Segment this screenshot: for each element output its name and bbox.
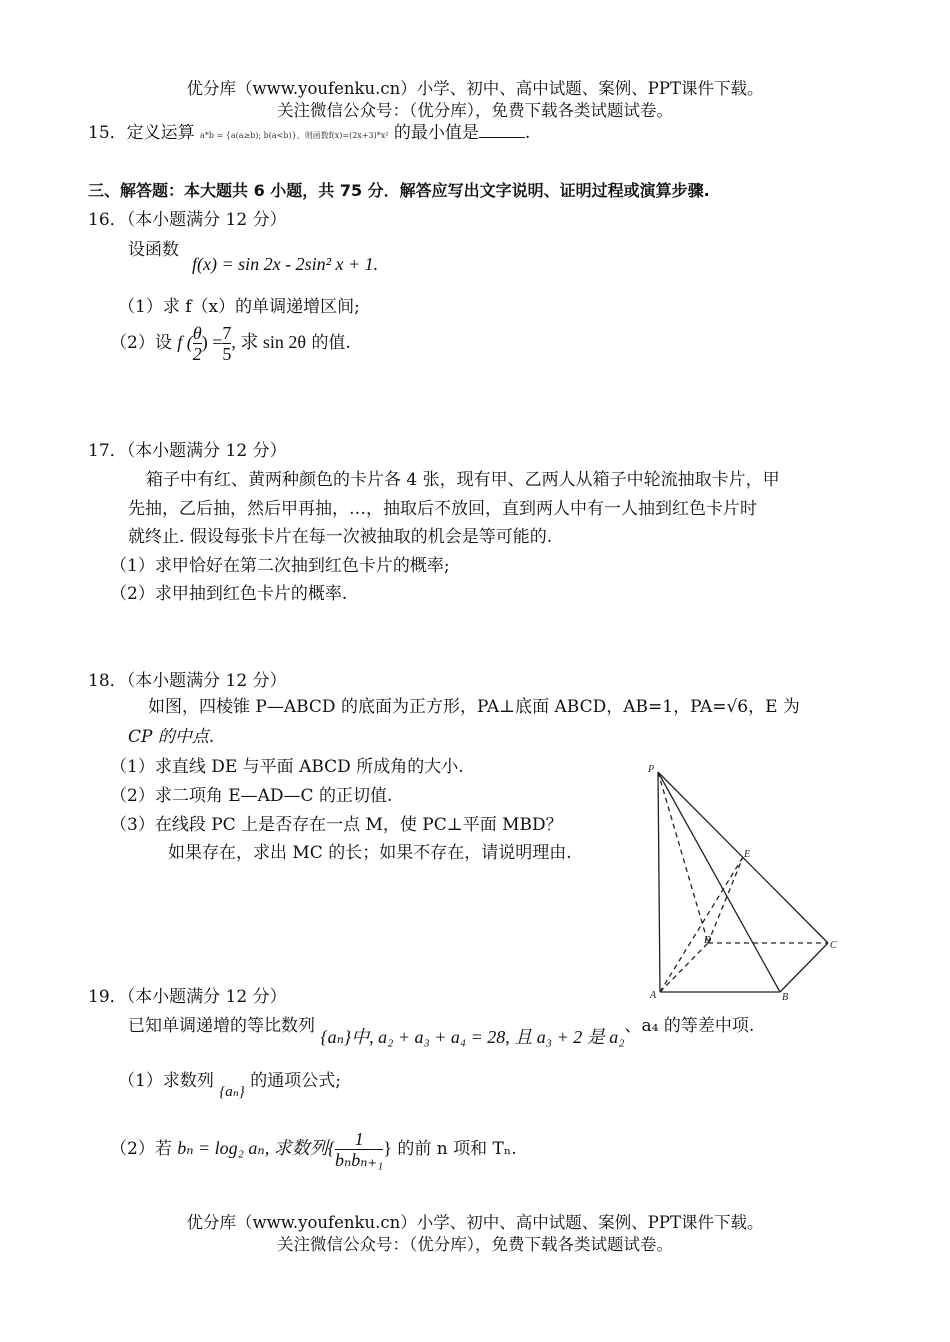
question-15-formula: a*b = {a(a≥b); b(a<b)}，则函数f(x)=(2x+3)*x² [200,131,389,140]
question-19-sequence-condition: {aₙ}中, a₂ + a₃ + a₄ = 28, 且 a₃ + 2 是 a₂ [320,1027,625,1047]
question-19-header [88,984,287,1010]
pyramid-figure [640,760,850,1010]
question-score: （本小题满分 12 分） [126,441,287,461]
question-number: 15． [88,123,127,143]
edge-PB [658,772,780,992]
question-19-line-1: 已知单调递增的等比数列 {aₙ}中, a₂ + a₃ + a₄ = 28, 且 a₃ + 2 是 a₂、a₄ 的等差中项. [128,1016,755,1047]
question-18-line-2: CP 的中点. [128,727,215,747]
question-17-part-1: （1）求甲恰好在第二次抽到红色卡片的概率; [110,556,450,576]
question-number: 19． [88,987,127,1007]
footer-line-2: 关注微信公众号：（优分库），免费下载各类试题试卷。 [277,1235,673,1254]
question-score: （本小题满分 12 分） [126,210,287,230]
question-17-line-3: 就终止. 假设每张卡片在每一次被抽取的机会是等可能的. [128,527,553,547]
question-18-line-1: 如图，四棱锥 P—ABCD 的底面为正方形，PA⊥底面 ABCD，AB=1，PA=√6，E 为 [148,697,800,717]
question-15-suffix: 的最小值是 [393,123,479,143]
theta-over-2-fraction: $\frac{\theta}{2}$ [192,323,202,364]
edge-AD [660,943,708,992]
label-D: D [704,935,712,946]
question-19-part-2: （2）若 bₙ = log₂ aₙ, 求数列{ $\frac{1}{\text{bₙbₙ₊₁}}$ } 的前 n 项和 Tₙ. [110,1129,517,1170]
question-17-line-2: 先抽，乙后抽，然后甲再抽，…，抽取后不放回，直到两人中有一人抽到红色卡片时 [128,499,757,519]
label-E: E [744,849,751,860]
question-17-part-2: （2）求甲抽到红色卡片的概率. [110,584,348,604]
edge-BC [780,943,828,992]
edge-DE [708,857,743,943]
label-C: C [830,940,837,951]
header-line-2: 关注微信公众号：（优分库），免费下载各类试题试卷。 [277,101,673,120]
question-15-prefix: 定义运算 [126,123,195,143]
question-18-part-3b: 如果存在，求出 MC 的长；如果不存在，请说明理由. [168,843,572,863]
label-B: B [782,992,789,1003]
question-19-part-1: （1）求数列 {aₙ} 的通项公式; [118,1071,341,1100]
answer-blank [479,136,525,138]
section-title: 三、解答题：本大题共 6 小题，共 75 分．解答应写出文字说明、证明过程或演算步骤. [88,181,710,200]
reciprocal-fraction: $\frac{1}{\text{bₙbₙ₊₁}}$ [334,1129,384,1170]
question-18-part-1: （1）求直线 DE 与平面 ABCD 所成角的大小. [110,757,464,777]
question-number: 17． [88,441,127,461]
question-score: （本小题满分 12 分） [126,987,287,1007]
question-number: 16． [88,210,127,230]
question-16-part-2: （2）设 f ( $\frac{\theta}{2}$ ) = $\frac{7}{5}$ , 求 sin 2θ 的值. [110,323,351,364]
question-18-header [88,668,287,694]
question-17-header [88,438,287,464]
question-18-part-3: （3）在线段 PC 上是否存在一点 M，使 PC⊥平面 MBD？ [110,815,563,835]
question-16-header [88,207,287,233]
question-score: （本小题满分 12 分） [126,671,287,691]
question-15: 15．定义运算 a*b = {a(a≥b); b(a<b)}，则函数f(x)=(2x+3)*x² 的最小值是 . [88,123,531,143]
footer-line-1: 优分库（www.youfenku.cn）小学、初中、高中试题、案例、PPT课件下载。 [186,1213,764,1232]
edge-PA [658,772,660,992]
header-line-1: 优分库（www.youfenku.cn）小学、初中、高中试题、案例、PPT课件下载。 [186,79,764,98]
question-number: 18． [88,671,127,691]
edge-AE [660,857,743,992]
question-16-function: f(x) = sin 2x - 2sin² x + 1. [192,254,379,274]
question-17-line-1: 箱子中有红、黄两种颜色的卡片各 4 张，现有甲、乙两人从箱子中轮流抽取卡片，甲 [146,470,780,490]
label-A: A [650,990,657,1001]
question-16-intro: 设函数 [128,240,179,260]
question-16-part-1: （1）求 f（x）的单调递增区间; [118,297,360,317]
seven-fifths-fraction: $\frac{7}{5}$ [222,323,232,364]
question-18-part-2: （2）求二项角 E—AD—C 的正切值. [110,786,393,806]
label-P: P [648,764,655,775]
